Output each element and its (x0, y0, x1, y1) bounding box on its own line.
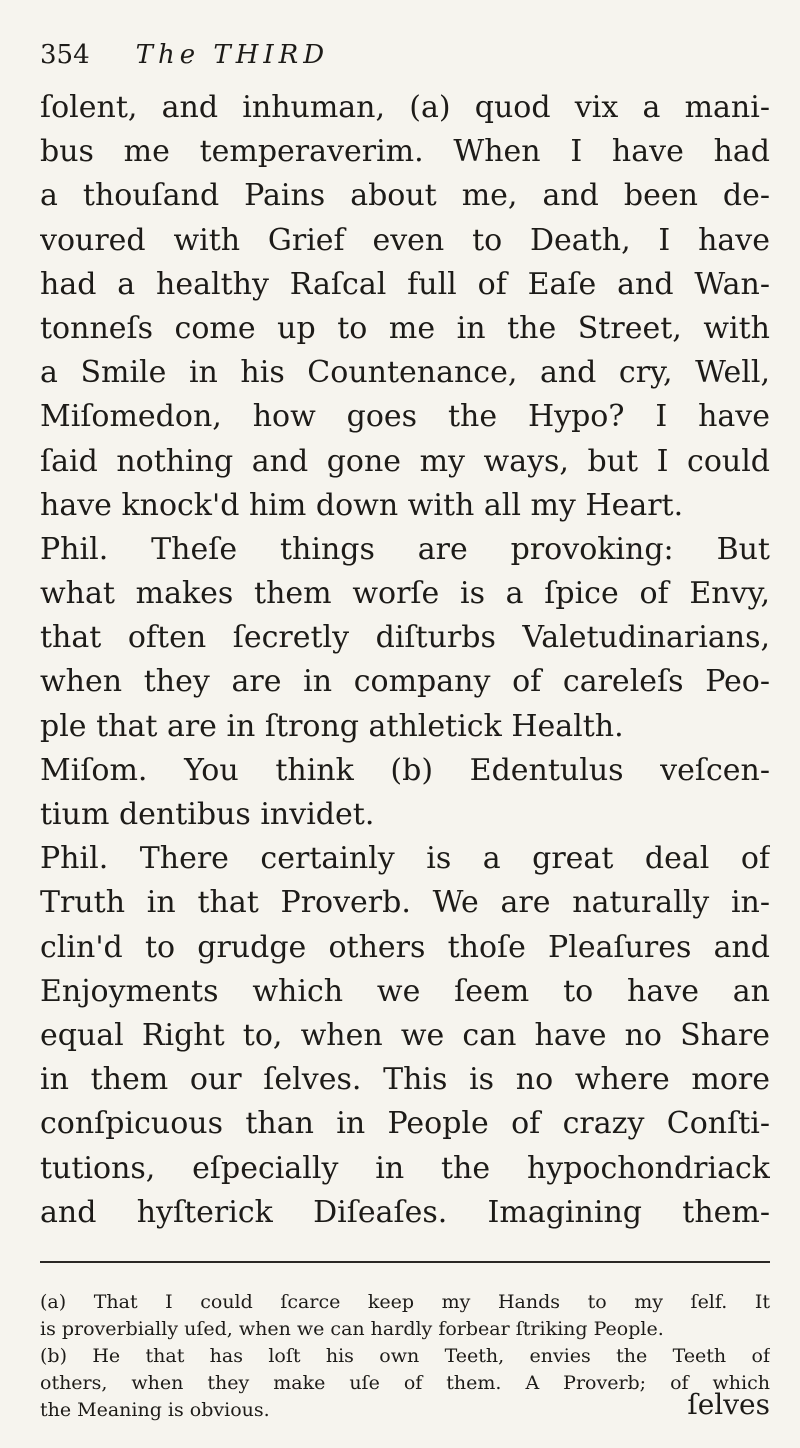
page-header (40, 40, 770, 80)
text-line: what makes them worſe is a ſpice of Envy, (40, 576, 770, 612)
text-line: have knock'd him down with all my Heart. (40, 487, 684, 523)
text-line: tonneſs come up to me in the Street, with (40, 310, 770, 346)
text-line: ſolent, and inhuman, (a) quod vix a mani- (40, 90, 770, 125)
main-text (40, 86, 770, 1235)
text-line: tium dentibus invidet. (40, 797, 375, 832)
book-page (40, 40, 770, 1424)
text-line: a Smile in his Countenance, and cry, Well, (40, 355, 770, 391)
footnote-line: others, when they make uſe of them. A Proverb; of which (40, 1371, 770, 1394)
text-line: Miſomedon, how goes the Hypo? I have (40, 399, 770, 435)
text-line: conſpicuous than in People of crazy Conſti- (40, 1106, 770, 1142)
text-line: in them our ſelves. This is no where more (40, 1062, 770, 1098)
text-line: Truth in that Proverb. We are naturally in- (40, 885, 770, 921)
page-number: 354 (40, 40, 90, 70)
text-line: ſaid nothing and gone my ways, but I could (40, 443, 770, 479)
text-line: Phil. Theſe things are provoking: But (40, 531, 770, 567)
catchword: ſelves (687, 1388, 770, 1421)
text-line: bus me temperaverim. When I have had (40, 134, 770, 170)
footnote-rule (40, 1261, 770, 1263)
text-line: that often ſecretly diſturbs Valetudinarians, (40, 620, 770, 656)
text-line: a thouſand Pains about me, and been de- (40, 178, 770, 214)
text-line: and hyſterick Diſeaſes. Imagining them- (40, 1194, 770, 1230)
text-line: clin'd to grudge others thoſe Pleaſures and (40, 929, 770, 965)
text-line: had a healthy Raſcal full of Eaſe and Wan- (40, 266, 770, 302)
footnote-line: the Meaning is obvious. (40, 1398, 270, 1421)
footnote-line: (b) He that has loſt his own Teeth, envies the Teeth of (40, 1344, 770, 1367)
running-head: The THIRD (135, 40, 330, 70)
text-line: voured with Grief even to Death, I have (40, 222, 770, 258)
text-line: when they are in company of careleſs Peo- (40, 664, 770, 700)
footnotes (40, 1289, 770, 1424)
text-line: equal Right to, when we can have no Share (40, 1017, 770, 1053)
footnote-line: (a) That I could ſcarce keep my Hands to my ſelf. It (40, 1290, 770, 1313)
text-line: Enjoyments which we ſeem to have an (40, 973, 770, 1009)
text-line: Miſom. You think (b) Edentulus veſcen- (40, 752, 770, 788)
text-line: tutions, eſpecially in the hypochondriack (40, 1150, 770, 1186)
footnote-line: is proverbially uſed, when we can hardly forbear ſtriking People. (40, 1317, 664, 1340)
text-line: ple that are in ſtrong athletick Health. (40, 708, 624, 744)
text-line: Phil. There certainly is a great deal of (40, 841, 770, 877)
